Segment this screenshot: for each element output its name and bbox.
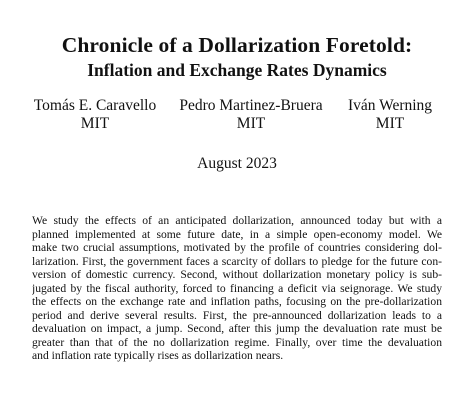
author-name: Iván Werning bbox=[347, 97, 433, 114]
abstract-line: planned implemented at some future date, in a simple open-economy model. We bbox=[32, 227, 442, 241]
abstract-line: jugated by the fiscal authority, forced to financing a deficit via seignorage. We study bbox=[32, 281, 442, 295]
abstract bbox=[32, 214, 442, 363]
paper-title: Chronicle of a Dollarization Foretold: bbox=[61, 33, 413, 57]
abstract-line: version of domestic currency. Second, without dollarization monetary policy is sub- bbox=[32, 268, 442, 281]
abstract-line: larization. First, the government faces a scarcity of dollars to pledge for the future con- bbox=[32, 254, 442, 268]
author-name: Tomás E. Caravello bbox=[33, 97, 157, 114]
paper-subtitle: Inflation and Exchange Rates Dynamics bbox=[87, 60, 387, 80]
paper-date: August 2023 bbox=[197, 155, 277, 172]
author-block bbox=[176, 97, 326, 133]
author-affiliation: MIT bbox=[375, 115, 405, 132]
author-affiliation: MIT bbox=[236, 115, 266, 132]
abstract-line: make two crucial assumptions, motivated by the profile of countries considering dol- bbox=[32, 241, 442, 254]
author-block bbox=[20, 97, 170, 133]
author-affiliation: MIT bbox=[80, 115, 110, 132]
abstract-line: and inflation rate typically rises as dollarization nears. bbox=[32, 349, 284, 362]
abstract-line: devaluation on impact, a jump. Second, after this jump the devaluation rate must be bbox=[32, 322, 442, 335]
abstract-line: period and derive several results. First, the pre-announced dollarization leads to a bbox=[32, 308, 442, 322]
abstract-line: We study the effects of an anticipated dollarization, announced today but with a bbox=[32, 214, 442, 227]
abstract-line: the effects on the exchange rate and inflation paths, focusing on the pre-dollarization bbox=[32, 295, 442, 308]
abstract-line: greater than that of the no dollarization regime. Finally, over time the devaluation bbox=[32, 335, 442, 349]
author-name: Pedro Martinez-Bruera bbox=[179, 97, 323, 114]
author-block bbox=[335, 97, 445, 133]
